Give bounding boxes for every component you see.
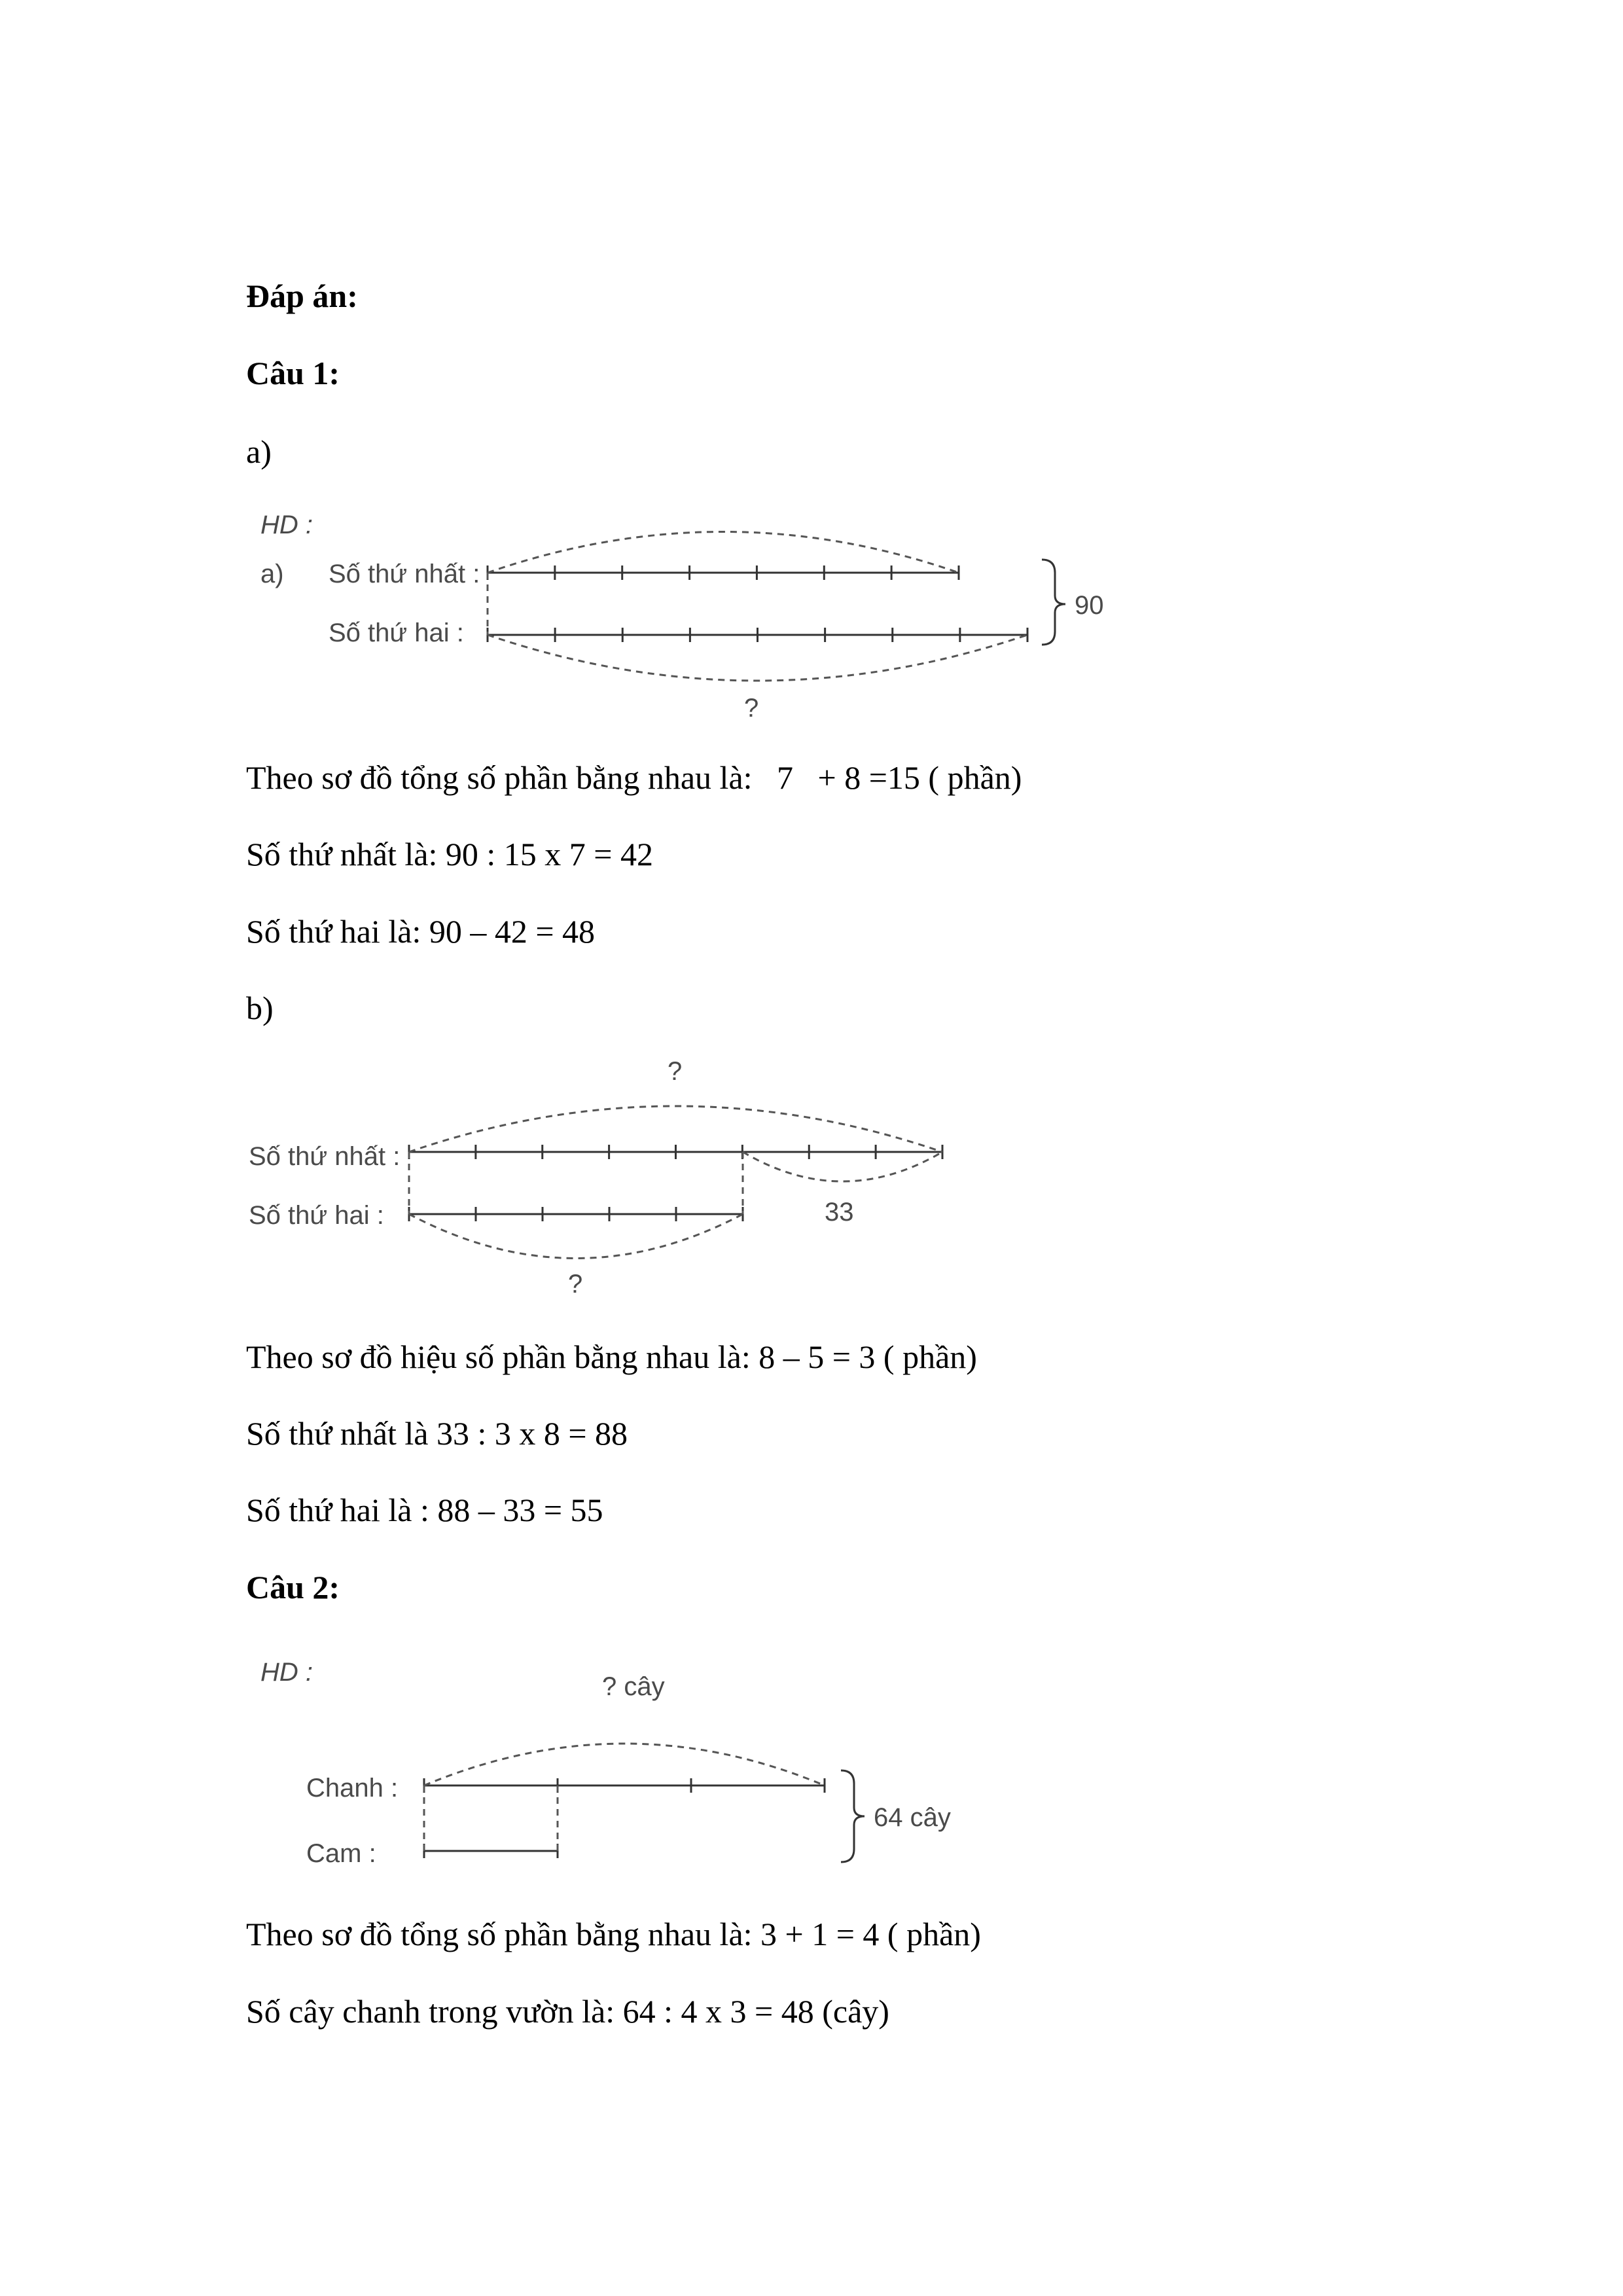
- diagram-2-total: 64 cây: [874, 1803, 951, 1832]
- diagram-1a-row2-label: Số thứ hai :: [329, 619, 464, 647]
- part-a-line-2: Số thứ nhất là: 90 : 15 x 7 = 42: [246, 836, 653, 872]
- diagram-2-question: ? cây: [602, 1672, 665, 1701]
- diagram-1a-svg: [249, 497, 1126, 740]
- diagram-1b-question-bottom: ?: [568, 1270, 583, 1299]
- diagram-2-svg: [249, 1636, 1034, 1885]
- question-1-title: Câu 1:: [246, 355, 340, 391]
- diagram-1b-svg: [249, 1054, 1021, 1302]
- diagram-1b-bottom-arc: [409, 1214, 743, 1259]
- question-2-line-1: Theo sơ đồ tổng số phần bằng nhau là: 3 + 1 = 4 ( phần): [246, 1916, 981, 1952]
- diagram-1a-total: 90: [1075, 591, 1104, 620]
- diagram-1a-row1-label: Số thứ nhất :: [329, 560, 480, 588]
- diagram-1b-question-top: ?: [668, 1057, 683, 1086]
- diagram-1a-hd: HD :: [260, 511, 313, 539]
- part-a-line-3: Số thứ hai là: 90 – 42 = 48: [246, 913, 596, 950]
- diagram-2-brace: [841, 1770, 865, 1862]
- question-2-title: Câu 2:: [246, 1569, 340, 1605]
- diagram-2-hd: HD :: [260, 1658, 313, 1687]
- diagram-1a-sub-label: a): [260, 560, 284, 588]
- diagram-1b-row1-label: Số thứ nhất :: [249, 1142, 401, 1171]
- answer-heading: Đáp án:: [246, 278, 358, 314]
- diagram-1a-top-arc: [488, 532, 959, 573]
- part-a-label: a): [246, 433, 272, 470]
- part-b-label: b): [246, 990, 274, 1026]
- diagram-2-top-arc: [424, 1744, 825, 1785]
- diagram-1b-difference: 33: [825, 1198, 854, 1227]
- question-2-line-2: Số cây chanh trong vườn là: 64 : 4 x 3 = 48 (cây): [246, 1993, 889, 2030]
- part-b-line-1: Theo sơ đồ hiệu số phần bằng nhau là: 8 – 5 = 3 ( phần): [246, 1338, 977, 1375]
- diagram-2-row1-label: Chanh :: [306, 1774, 399, 1803]
- diagram-1a-brace: [1042, 560, 1065, 645]
- part-a-line-1: Theo sơ đồ tổng số phần bằng nhau là: 7 + 8 =15 ( phần): [246, 759, 1022, 796]
- part-b-line-3: Số thứ hai là : 88 – 33 = 55: [246, 1492, 603, 1528]
- diagram-1b-difference-arc: [743, 1152, 942, 1181]
- diagram-1b: [249, 1054, 1021, 1302]
- diagram-1a-question: ?: [744, 694, 759, 723]
- part-b-line-2: Số thứ nhất là 33 : 3 x 8 = 88: [246, 1415, 628, 1452]
- diagram-1a: [249, 497, 1126, 740]
- diagram-2: [249, 1636, 1034, 1885]
- diagram-1b-row2-label: Số thứ hai :: [249, 1201, 384, 1230]
- diagram-2-row2-label: Cam :: [306, 1839, 376, 1868]
